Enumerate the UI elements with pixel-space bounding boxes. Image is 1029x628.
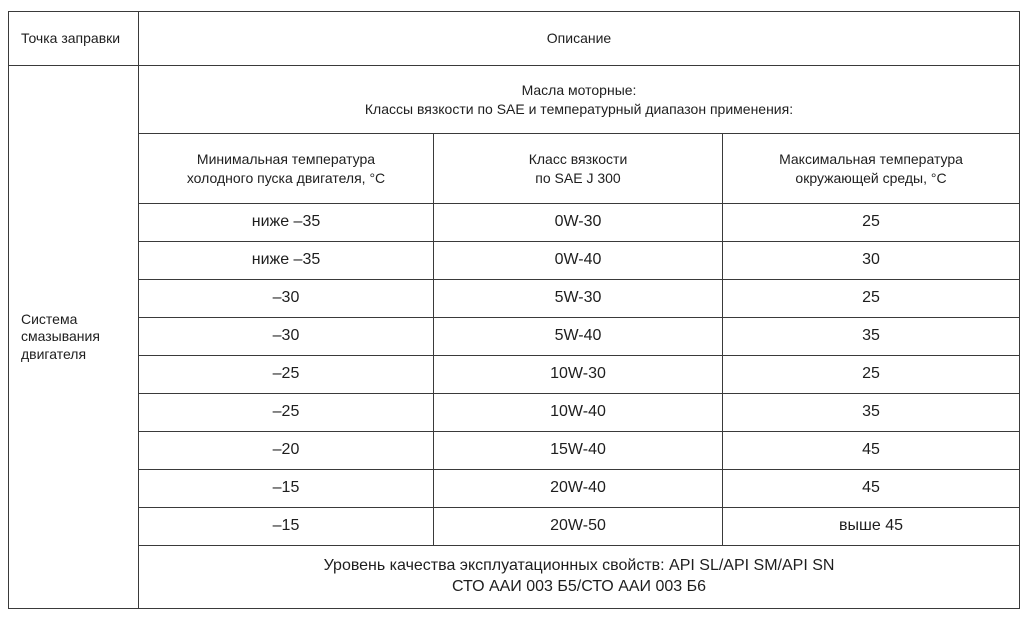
motor-oils-caption	[139, 66, 1020, 134]
min-temp-cell: –15	[139, 508, 434, 546]
min-temp-cell: –30	[139, 280, 434, 318]
viscosity-class-cell: 15W-40	[434, 432, 723, 470]
viscosity-class-cell: 10W-30	[434, 356, 723, 394]
table-row	[9, 394, 1020, 432]
viscosity-class-cell: 20W-50	[434, 508, 723, 546]
quality-level-line-2: СТО ААИ 003 Б5/СТО ААИ 003 Б6	[451, 578, 707, 595]
max-temp-header-line-1: Максимальная температура	[779, 151, 963, 168]
quality-level-line-1: Уровень качества эксплуатационных свойств: API SL/API SM/API SN	[323, 557, 835, 575]
max-temp-cell: 45	[723, 470, 1020, 508]
table-row	[9, 280, 1020, 318]
min-temp-cell: –30	[139, 318, 434, 356]
min-temp-header	[139, 134, 434, 204]
quality-level-cell	[139, 546, 1020, 609]
min-temp-cell: –20	[139, 432, 434, 470]
system-line-2: смазывания	[21, 328, 100, 345]
max-temp-header-line-2: окружающей среды, °C	[795, 169, 947, 186]
min-temp-cell: –15	[139, 470, 434, 508]
viscosity-header-line-2: по SAE J 300	[535, 169, 621, 186]
filling-point-header: Точка заправки	[9, 12, 139, 66]
table-row	[9, 318, 1020, 356]
max-temp-cell: 35	[723, 318, 1020, 356]
viscosity-class-cell: 5W-40	[434, 318, 723, 356]
min-temp-cell: ниже –35	[139, 204, 434, 242]
viscosity-header	[434, 134, 723, 204]
table-header-row	[9, 12, 1020, 66]
viscosity-class-cell: 5W-30	[434, 280, 723, 318]
column-headers-row	[9, 134, 1020, 204]
max-temp-cell: 45	[723, 432, 1020, 470]
viscosity-class-cell: 0W-30	[434, 204, 723, 242]
min-temp-cell: –25	[139, 394, 434, 432]
table-row	[9, 432, 1020, 470]
max-temp-cell: выше 45	[723, 508, 1020, 546]
table-row	[9, 242, 1020, 280]
max-temp-header	[723, 134, 1020, 204]
system-line-1: Система	[21, 310, 78, 327]
motor-oils-title: Масла моторные:	[521, 82, 637, 99]
min-temp-cell: ниже –35	[139, 242, 434, 280]
description-header: Описание	[139, 12, 1020, 66]
table-row	[9, 470, 1020, 508]
motor-oils-row	[9, 66, 1020, 134]
max-temp-cell: 25	[723, 280, 1020, 318]
max-temp-cell: 25	[723, 204, 1020, 242]
min-temp-header-line-2: холодного пуска двигателя, °C	[186, 169, 386, 186]
max-temp-cell: 30	[723, 242, 1020, 280]
oil-specification-table	[8, 11, 1020, 609]
viscosity-class-cell: 10W-40	[434, 394, 723, 432]
table-row	[9, 204, 1020, 242]
viscosity-header-line-1: Класс вязкости	[528, 151, 628, 168]
max-temp-cell: 35	[723, 394, 1020, 432]
min-temp-cell: –25	[139, 356, 434, 394]
table-row	[9, 356, 1020, 394]
motor-oils-subtitle: Классы вязкости по SAE и температурный диапазон применения:	[364, 100, 794, 117]
max-temp-cell: 25	[723, 356, 1020, 394]
viscosity-class-cell: 0W-40	[434, 242, 723, 280]
table-row	[9, 508, 1020, 546]
system-line-3: двигателя	[21, 345, 87, 362]
lubrication-system-cell	[9, 66, 139, 609]
quality-level-row	[9, 546, 1020, 609]
viscosity-class-cell: 20W-40	[434, 470, 723, 508]
min-temp-header-line-1: Минимальная температура	[196, 151, 376, 168]
